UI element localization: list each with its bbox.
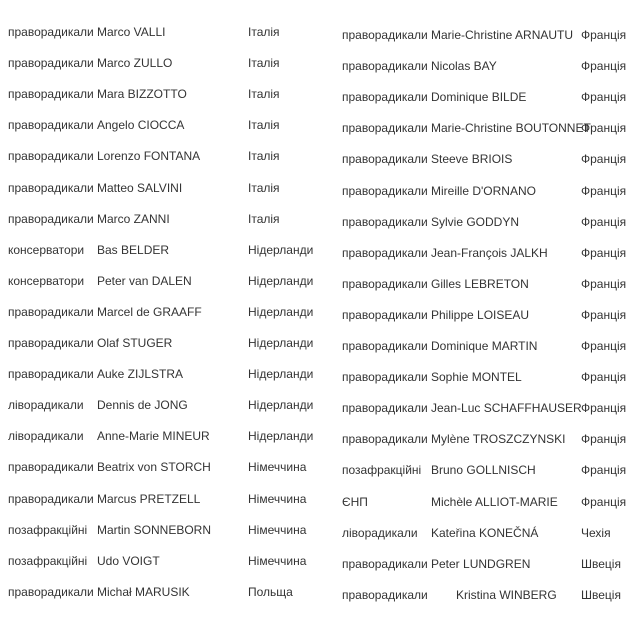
right-country-cell: Франція <box>581 339 627 353</box>
left-country-cell: Італія <box>248 149 280 164</box>
right-name-cell: Gilles LEBRETON <box>431 276 529 291</box>
left-name-cell: Auke ZIJLSTRA <box>97 367 184 382</box>
right-group-cell: праворадикали <box>342 556 428 571</box>
right-name-cell: Kristina WINBERG <box>456 587 557 602</box>
right-country-cell: Франція <box>581 276 627 291</box>
left-name-cell: Marco ZULLO <box>97 56 173 71</box>
right-name-cell: Michèle ALLIOT-MARIE <box>431 494 558 509</box>
left-name-cell: Marco VALLI <box>97 25 166 39</box>
left-group-cell: праворадикали <box>8 149 94 164</box>
left-name-cell: Matteo SALVINI <box>97 180 183 195</box>
left-group-cell: праворадикали <box>8 367 94 382</box>
table-row <box>0 553 640 573</box>
right-country-cell: Швеція <box>581 556 621 571</box>
right-country-cell: Франція <box>581 245 627 260</box>
right-name-cell: Kateřina KONEČNÁ <box>431 525 539 540</box>
left-group-cell: позафракційні <box>8 553 88 568</box>
table-row <box>0 304 640 324</box>
left-name-cell: Bas BELDER <box>97 242 170 257</box>
left-name-cell: Marcel de GRAAFF <box>97 304 202 319</box>
right-name-cell: Sophie MONTEL <box>431 370 522 385</box>
table-row <box>0 428 640 448</box>
right-name-cell: Nicolas BAY <box>431 59 497 74</box>
right-country-cell: Франція <box>581 90 627 105</box>
right-name-cell: Sylvie GODDYN <box>431 214 520 229</box>
right-group-cell: праворадикали <box>342 59 428 74</box>
left-group-cell: праворадикали <box>8 56 94 71</box>
left-country-cell: Німеччина <box>248 553 307 568</box>
left-country-cell: Нідерланди <box>248 429 314 444</box>
right-group-cell: праворадикали <box>342 432 428 447</box>
table-row <box>0 584 640 604</box>
left-group-cell: консерватори <box>8 273 85 288</box>
right-group-cell: праворадикали <box>342 152 428 167</box>
right-group-cell: праворадикали <box>342 307 428 322</box>
left-name-cell: Michał MARUSIK <box>97 584 190 599</box>
right-country-cell: Франція <box>581 214 627 229</box>
right-group-cell: праворадикали <box>342 370 428 385</box>
right-country-cell: Франція <box>581 152 627 167</box>
right-group-cell: праворадикали <box>342 214 428 229</box>
right-name-cell: Dominique BILDE <box>431 90 527 105</box>
right-country-cell: Франція <box>581 307 627 322</box>
right-name-cell: Jean-François JALKH <box>431 245 548 260</box>
left-group-cell: праворадикали <box>8 584 94 599</box>
left-name-cell: Marcus PRETZELL <box>97 491 201 506</box>
right-name-cell: Peter LUNDGREN <box>431 556 531 571</box>
right-name-cell: Dominique MARTIN <box>431 339 538 353</box>
right-group-cell: ЄНП <box>342 494 368 509</box>
left-group-cell: позафракційні <box>8 522 88 537</box>
table-row <box>0 117 640 137</box>
left-country-cell: Нідерланди <box>248 367 314 382</box>
right-country-cell: Франція <box>581 401 627 416</box>
left-group-cell: праворадикали <box>8 25 94 39</box>
right-name-cell: Mireille D'ORNANO <box>431 183 536 198</box>
left-group-cell: консерватори <box>8 242 85 257</box>
left-group-cell: праворадикали <box>8 460 94 475</box>
left-name-cell: Anne-Marie MINEUR <box>97 429 210 444</box>
right-country-cell: Франція <box>581 59 627 74</box>
right-name-cell: Jean-Luc SCHAFFHAUSER <box>431 401 582 416</box>
table-row <box>0 180 640 200</box>
left-country-cell: Нідерланди <box>248 336 314 350</box>
right-country-cell: Швеція <box>581 587 621 602</box>
left-name-cell: Peter van DALEN <box>97 273 192 288</box>
left-group-cell: праворадикали <box>8 304 94 319</box>
right-group-cell: праворадикали <box>342 28 428 42</box>
table-row <box>0 335 640 355</box>
right-group-cell: позафракційні <box>342 463 422 478</box>
table-row <box>0 522 640 542</box>
table-row <box>0 86 640 106</box>
right-group-cell: праворадикали <box>342 183 428 198</box>
right-name-cell: Marie-Christine ARNAUTU <box>431 28 574 42</box>
left-country-cell: Італія <box>248 211 280 226</box>
left-country-cell: Нідерланди <box>248 242 314 257</box>
right-country-cell: Франція <box>581 370 627 385</box>
left-country-cell: Польща <box>248 584 293 599</box>
left-group-cell: праворадикали <box>8 336 94 350</box>
right-name-cell: Philippe LOISEAU <box>431 307 530 322</box>
table-row <box>0 273 640 293</box>
left-name-cell: Mara BIZZOTTO <box>97 87 187 102</box>
right-name-cell: Marie-Christine BOUTONNET <box>431 121 591 136</box>
left-group-cell: праворадикали <box>8 87 94 102</box>
left-country-cell: Італія <box>248 56 280 71</box>
table-row <box>0 242 640 262</box>
right-name-cell: Steeve BRIOIS <box>431 152 513 167</box>
left-country-cell: Нідерланди <box>248 273 314 288</box>
right-group-cell: праворадикали <box>342 90 428 105</box>
right-name-cell: Bruno GOLLNISCH <box>431 463 536 478</box>
right-country-cell: Франція <box>581 494 627 509</box>
left-country-cell: Італія <box>248 87 280 102</box>
left-name-cell: Lorenzo FONTANA <box>97 149 201 164</box>
left-group-cell: ліворадикали <box>8 398 84 413</box>
right-group-cell: праворадикали <box>342 245 428 260</box>
left-group-cell: праворадикали <box>8 180 94 195</box>
right-group-cell: праворадикали <box>342 339 428 353</box>
left-country-cell: Італія <box>248 180 280 195</box>
left-country-cell: Німеччина <box>248 460 307 475</box>
left-name-cell: Udo VOIGT <box>97 553 160 568</box>
left-group-cell: праворадикали <box>8 211 94 226</box>
right-group-cell: праворадикали <box>342 276 428 291</box>
right-group-cell: праворадикали <box>342 587 428 602</box>
left-name-cell: Dennis de JONG <box>97 398 188 413</box>
table-row <box>0 24 640 44</box>
left-country-cell: Німеччина <box>248 491 307 506</box>
left-country-cell: Італія <box>248 118 280 133</box>
left-group-cell: праворадикали <box>8 491 94 506</box>
table-row <box>0 211 640 231</box>
left-country-cell: Німеччина <box>248 522 307 537</box>
left-name-cell: Olaf STUGER <box>97 336 173 350</box>
left-group-cell: праворадикали <box>8 118 94 133</box>
right-country-cell: Франція <box>581 432 627 447</box>
table-row <box>0 55 640 75</box>
table-row <box>0 397 640 417</box>
right-group-cell: праворадикали <box>342 121 428 136</box>
right-group-cell: праворадикали <box>342 401 428 416</box>
table-row <box>0 148 640 168</box>
right-name-cell: Mylène TROSZCZYNSKI <box>431 432 566 447</box>
right-country-cell: Чехія <box>581 525 611 540</box>
table-row <box>0 366 640 386</box>
table-row <box>0 491 640 511</box>
right-country-cell: Франція <box>581 28 627 42</box>
left-name-cell: Angelo CIOCCA <box>97 118 185 133</box>
left-country-cell: Нідерланди <box>248 398 314 413</box>
right-country-cell: Франція <box>581 463 627 478</box>
left-country-cell: Італія <box>248 25 280 39</box>
left-country-cell: Нідерланди <box>248 304 314 319</box>
right-country-cell: Франція <box>581 183 627 198</box>
right-group-cell: ліворадикали <box>342 525 418 540</box>
right-country-cell: Франція <box>581 121 627 136</box>
left-name-cell: Martin SONNEBORN <box>97 522 212 537</box>
table-row <box>0 459 640 479</box>
left-name-cell: Marco ZANNI <box>97 211 170 226</box>
left-group-cell: ліворадикали <box>8 429 84 444</box>
left-name-cell: Beatrix von STORCH <box>97 460 211 475</box>
